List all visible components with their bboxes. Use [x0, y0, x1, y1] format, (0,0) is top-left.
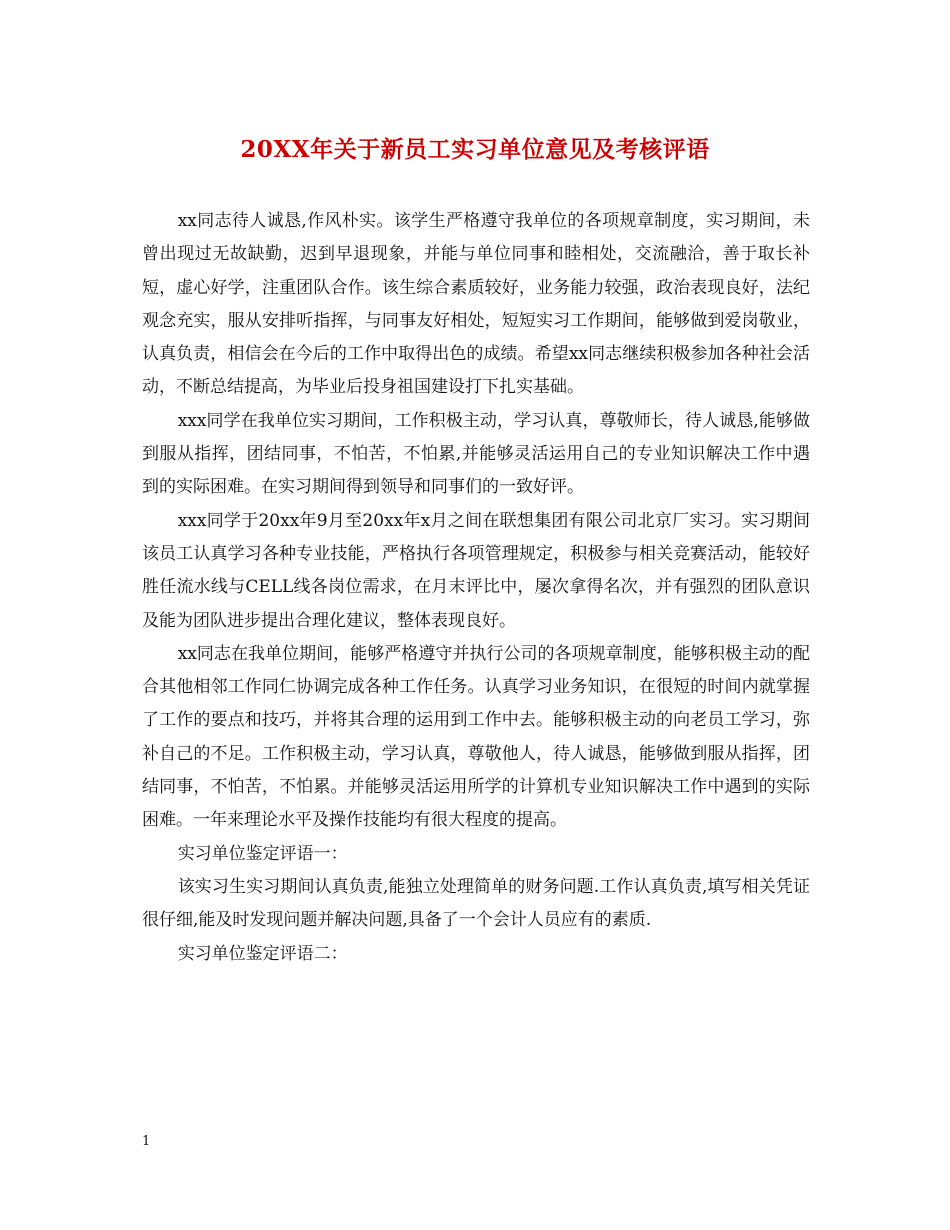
paragraph: xx同志待人诚恳,作风朴实。该学生严格遵守我单位的各项规章制度，实习期间，未曾出现过无故缺勤，迟到早退现象，并能与单位同事和睦相处，交流融洽，善于取长补短，虚心好学，注重团队合作。该生综合素质较好，业务能力较强，政治表现良好，法纪观念充实，服从安排听指挥，与同事友好相处，短短实习工作期间，能够做到爱岗敬业，认真负责，相信会在今后的工作中取得出色的成绩。希望xx同志继续积极参加各种社会活动，不断总结提高，为毕业后投身祖国建设打下扎实基础。 — [142, 211, 810, 398]
paragraph: xxx同学在我单位实习期间，工作积极主动，学习认真，尊敬师长，待人诚恳,能够做到服从指挥，团结同事，不怕苦，不怕累,并能够灵活运用自己的专业知识解决工作中遇到的实际困难。在实习期间得到领导和同事们的一致好评。 — [142, 410, 810, 498]
paragraph: xx同志在我单位期间，能够严格遵守并执行公司的各项规章制度，能够积极主动的配合其他相邻工作同仁协调完成各种工作任务。认真学习业务知识，在很短的时间内就掌握了工作的要点和技巧，并将其合理的运用到工作中去。能够积极主动的向老员工学习，弥补自己的不足。工作积极主动，学习认真，尊敬他人，待人诚恳，能够做到服从指挥，团结同事，不怕苦，不怕累。并能够灵活运用所学的计算机专业知识解决工作中遇到的实际困难。一年来理论水平及操作技能均有很大程度的提高。 — [142, 643, 810, 831]
section-heading: 实习单位鉴定评语一： — [177, 843, 348, 864]
paragraph: 该实习生实习期间认真负责,能独立处理简单的财务问题.工作认真负责,填写相关凭证很仔细,能及时发现问题并解决问题,具备了一个会计人员应有的素质. — [142, 876, 810, 931]
section-heading: 实习单位鉴定评语二： — [177, 943, 348, 964]
document-body — [142, 205, 810, 971]
document-title: 20XX年关于新员工实习单位意见及考核评语 — [240, 136, 710, 163]
page-number: 1 — [142, 1134, 151, 1149]
paragraph: xxx同学于20xx年9月至20xx年x月之间在联想集团有限公司北京厂实习。实习期间该员工认真学习各种专业技能，严格执行各项管理规定，积极参与相关竞赛活动，能较好胜任流水线与CELL线各岗位需求，在月末评比中，屡次拿得名次，并有强烈的团队意识及能为团队进步提出合理化建议，整体表现良好。 — [142, 510, 810, 631]
